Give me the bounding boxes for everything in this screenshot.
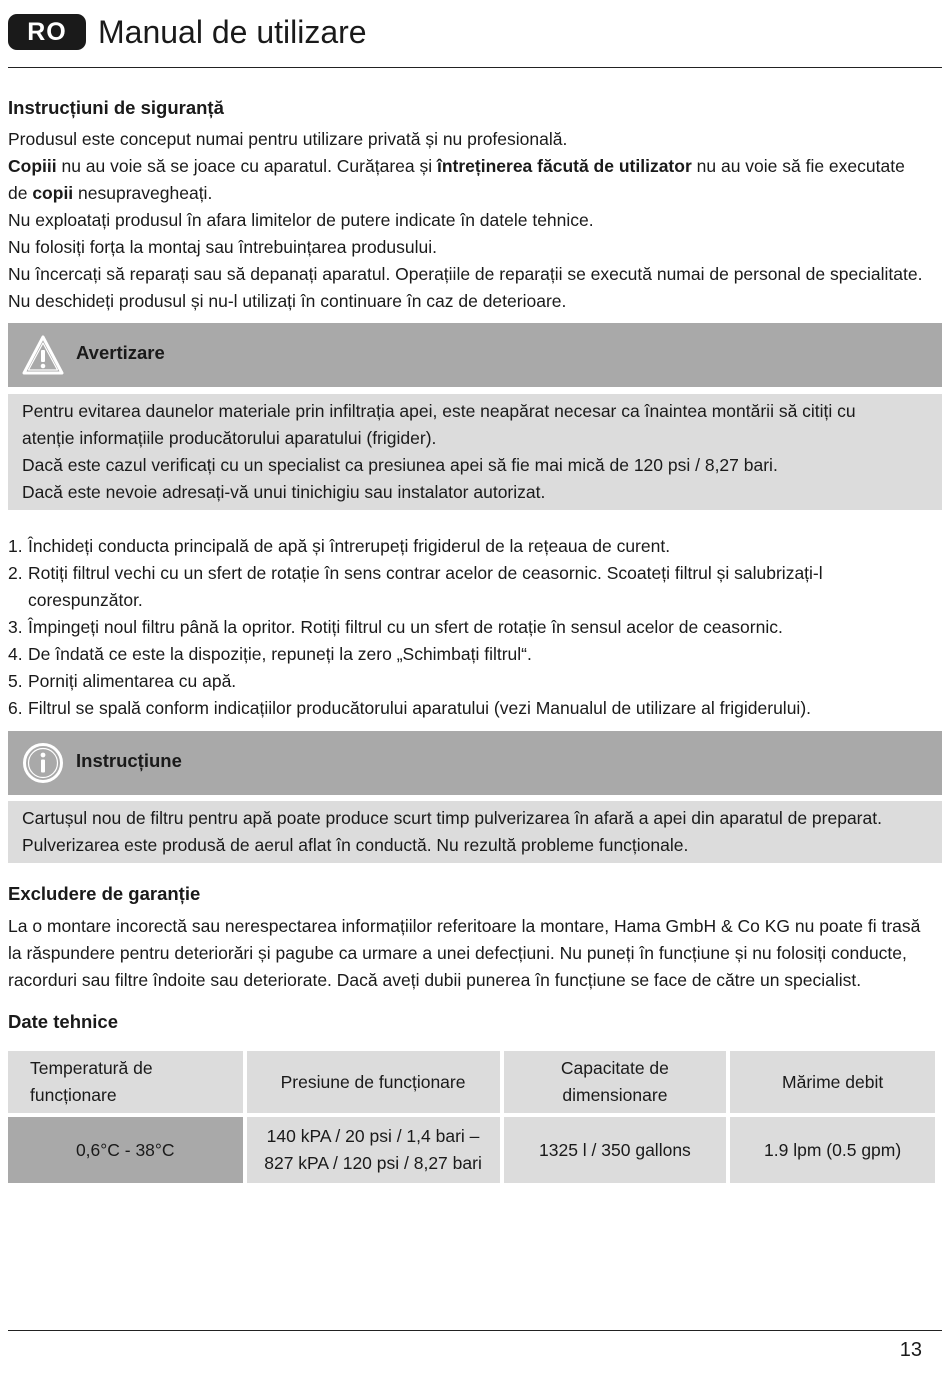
table-cell (730, 1117, 935, 1183)
safety-text (8, 126, 942, 315)
note-bar (8, 731, 942, 795)
note-line: Pulverizarea este produsă de aerul aflat în conductă. Nu rezultă probleme funcționale. (22, 835, 689, 855)
safety-line: Nu deschideți produsul și nu-l utilizați în continuare în caz de deterioare. (8, 291, 567, 311)
table-header-cell (247, 1051, 500, 1113)
header-line: Temperatură de (30, 1058, 153, 1078)
table-header-cell (730, 1051, 935, 1113)
safety-line: Nu exploatați produsul în afara limitelor de putere indicate în datele tehnice. (8, 210, 594, 230)
step-item (8, 560, 942, 614)
tech-heading: Date tehnice (8, 1011, 119, 1032)
step-text: Filtrul se spală conform indicațiilor producătorului aparatului (vezi Manualul de utilizare al frigiderului). (28, 698, 812, 718)
step-text: Rotiți filtrul vechi cu un sfert de rotație în sens contrar acelor de ceasornic. Scoateți filtrul și salubrizați-l (28, 563, 823, 583)
cell-line: 0,6°C - 38°C (75, 1139, 175, 1160)
step-number: 5. (8, 671, 23, 691)
text-span: nu au voie să fie executate (691, 156, 905, 176)
instruction-steps (8, 533, 942, 722)
warning-bar (8, 323, 942, 387)
warning-line: Dacă este nevoie adresați-vă unui tinichigiu sau instalator autorizat. (22, 482, 546, 502)
step-text: Împingeți noul filtru până la opritor. Rotiți filtrul cu un sfert de rotație în sensul acelor de ceasornic. (28, 617, 783, 637)
step-text: corespunzător. (28, 590, 143, 610)
table-header-row (8, 1051, 935, 1113)
safety-line (8, 153, 942, 180)
warranty-line: racorduri sau filtre îndoite sau deteriorate. Dacă aveți dubii punerea în funcțiune se face de către un specialist. (8, 970, 862, 990)
step-text: Închideți conducta principală de apă și întrerupeți frigiderul de la rețeaua de curent. (28, 536, 671, 556)
safety-line (8, 180, 942, 207)
warning-line: Pentru evitarea daunelor materiale prin infiltrația apei, este neapărat necesar ca înaintea montării să citiți cu (22, 401, 856, 421)
cell-line: 1.9 lpm (0.5 gpm) (764, 1139, 902, 1160)
step-item (8, 614, 942, 641)
header-line: Capacitate de (560, 1058, 669, 1078)
step-number: 4. (8, 644, 23, 664)
table-cell (247, 1117, 500, 1183)
step-text: De îndată ce este la dispoziție, repuneți la zero „Schimbați filtrul“. (28, 644, 532, 664)
table-cell (504, 1117, 727, 1183)
language-badge: RO (8, 14, 86, 50)
warning-line: Dacă este cazul verificați cu un specialist ca presiunea apei să fie mai mică de 120 psi / 8,27 bari. (22, 455, 778, 475)
note-line: Cartușul nou de filtru pentru apă poate produce scurt timp pulverizarea în afară a apei din aparatul de preparat. (22, 808, 882, 828)
warranty-line: La o montare incorectă sau nerespectarea informațiilor referitoare la montare, Hama GmbH & Co KG nu poate fi trasă (8, 916, 921, 936)
warranty-heading: Excludere de garanție (8, 883, 201, 904)
warning-title: Avertizare (76, 342, 165, 363)
bold-text: copii (32, 183, 74, 203)
step-item (8, 695, 942, 722)
header-line: dimensionare (562, 1085, 668, 1105)
note-body (8, 801, 942, 863)
step-number: 3. (8, 617, 23, 637)
footer-divider (8, 1330, 942, 1331)
step-number: 2. (8, 563, 23, 583)
text-span: nu au voie să se joace cu aparatul. Curățarea și (56, 156, 437, 176)
safety-heading: Instrucțiuni de siguranță (8, 97, 224, 118)
page-number: 13 (899, 1339, 922, 1361)
warning-line: atenție informațiile producătorului aparatului (frigider). (22, 428, 437, 448)
table-row (8, 1117, 935, 1183)
cell-line: 1325 l / 350 gallons (539, 1139, 691, 1160)
text-span: de (8, 183, 33, 203)
step-number: 1. (8, 536, 23, 556)
step-item (8, 641, 942, 668)
text-span: nesupravegheați. (73, 183, 213, 203)
table-header-cell (8, 1051, 243, 1113)
safety-line: Produsul este conceput numai pentru utilizare privată și nu profesională. (8, 129, 568, 149)
header-line: Presiune de funcționare (280, 1071, 466, 1092)
safety-line: Nu încercați să reparați sau să depanați aparatul. Operațiile de reparații se execută numai de personal de specialitate. (8, 264, 923, 284)
table-cell (8, 1117, 243, 1183)
document-title: Manual de utilizare (98, 14, 367, 50)
header-line: Mărime debit (782, 1071, 884, 1092)
warranty-text (8, 913, 942, 994)
cell-line: 140 kPA / 20 psi / 1,4 bari – (266, 1126, 480, 1146)
step-number: 6. (8, 698, 23, 718)
step-item (8, 533, 942, 560)
safety-line: Nu folosiți forța la montaj sau întrebuințarea produsului. (8, 237, 437, 257)
warning-triangle-icon (22, 334, 64, 376)
bold-text: întreținerea făcută de utilizator (436, 156, 692, 176)
table-header-cell (504, 1051, 727, 1113)
cell-line: 827 kPA / 120 psi / 8,27 bari (264, 1153, 482, 1173)
warranty-line: la răspundere pentru deteriorări și pagube ca urmare a unei defecțiuni. Nu puneți în funcțiune și nu folosiți conducte, (8, 943, 907, 963)
info-icon (22, 742, 64, 784)
page-header (8, 8, 942, 68)
header-line: funcționare (30, 1085, 117, 1105)
step-item (8, 668, 942, 695)
tech-data-table (4, 1047, 939, 1187)
warning-body (8, 394, 942, 510)
bold-text: Copiii (8, 156, 57, 176)
note-title: Instrucțiune (76, 750, 182, 771)
step-text: Porniți alimentarea cu apă. (28, 671, 237, 691)
